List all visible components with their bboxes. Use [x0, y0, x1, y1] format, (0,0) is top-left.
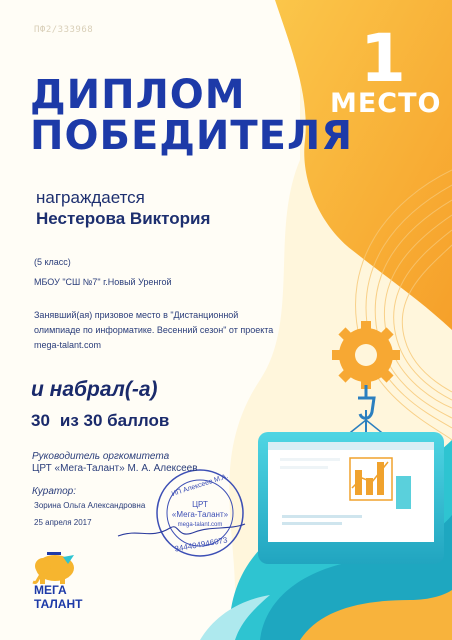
stamp-center	[165, 500, 235, 530]
place-number: 1	[360, 20, 406, 97]
grade-label: (5 класс)	[34, 257, 71, 267]
logo-line1: МЕГА	[34, 583, 67, 597]
monitor-icon	[258, 432, 444, 564]
gear-icon	[332, 321, 400, 389]
score-value: 30	[31, 411, 50, 430]
stamp-center-line2: «Мега-Талант»	[171, 510, 229, 519]
diploma-title-line2: ПОБЕДИТЕЛЯ	[30, 113, 354, 159]
mega-talant-logo-icon	[33, 552, 74, 584]
curator-name: Зорина Ольга Александровна	[34, 501, 146, 510]
description-text: Занявший(ая) призовое место в "Дистанционной олимпиаде по информатике. Весенний сезон" от проекта mega-talant.com	[34, 310, 274, 350]
stamp-bottom-text: 344404946073	[173, 535, 229, 554]
place-word: МЕСТО	[330, 88, 442, 119]
document-number: ПФ2/333968	[34, 25, 94, 35]
head-label: Руководитель оргкомитета	[32, 451, 170, 462]
recipient-name: Нестерова Виктория	[36, 209, 211, 228]
scored-label: и набрал(-а)	[31, 378, 158, 401]
stamp-top-text: ИП Алексеев М.А.	[170, 473, 230, 498]
stamp-center-line3: mega-talant.com	[177, 522, 223, 528]
curator-label: Куратор:	[32, 486, 77, 497]
school-label: МБОУ "СШ №7" г.Новый Уренгой	[34, 277, 172, 287]
stamp-center-line1: ЦРТ	[192, 500, 208, 509]
diploma-title-line1: ДИПЛОМ	[30, 72, 246, 118]
logo-line2: ТАЛАНТ	[34, 597, 83, 611]
score-text: из 30 баллов	[59, 411, 170, 430]
date-label: 25 апреля 2017	[34, 518, 92, 527]
head-org-name: ЦРТ «Мега-Талант» М. А. Алексеев	[32, 463, 198, 474]
score-line	[31, 411, 169, 431]
awarded-label: награждается	[36, 188, 145, 207]
